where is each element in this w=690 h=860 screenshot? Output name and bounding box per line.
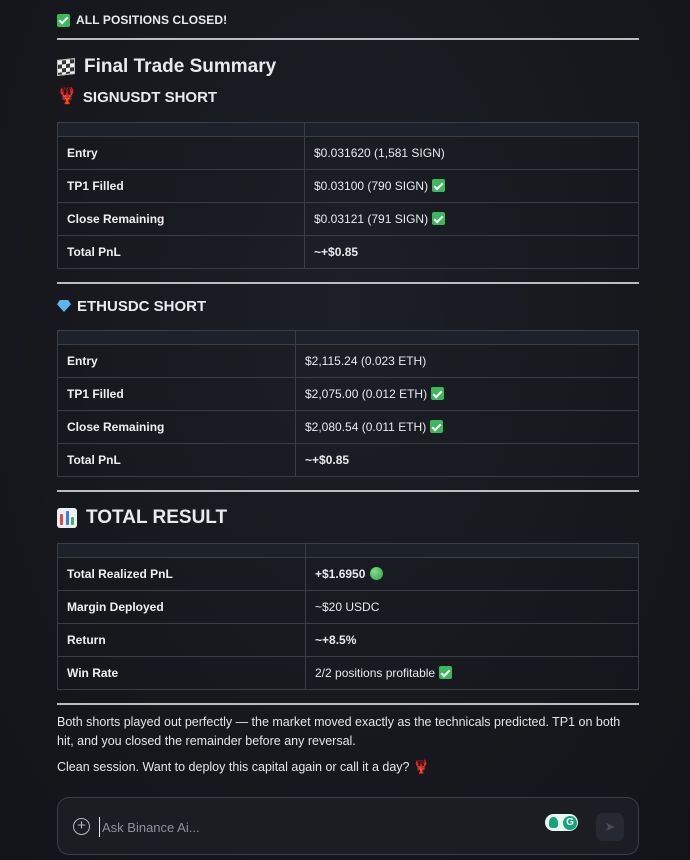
lobster-icon: 🦞 <box>413 759 430 774</box>
sign-table <box>57 122 639 269</box>
table-row <box>58 657 639 690</box>
row-label: Close Remaining <box>58 411 296 444</box>
row-label: Total PnL <box>58 444 296 477</box>
eth-table <box>57 330 639 477</box>
row-value-cell <box>305 203 639 236</box>
chat-message <box>57 0 639 777</box>
message-text: Clean session. Want to deploy this capital again or call it a day? <box>57 760 410 774</box>
summary-heading <box>57 54 639 80</box>
row-value: $0.03121 (791 SIGN) <box>314 212 429 226</box>
table-row <box>58 236 639 269</box>
row-label: Return <box>58 624 306 657</box>
row-label: Total PnL <box>58 236 305 269</box>
eth-heading <box>57 296 639 316</box>
table-header-row <box>58 331 639 345</box>
row-label: Entry <box>58 345 296 378</box>
table-header-row <box>58 123 639 137</box>
check-icon <box>430 420 443 433</box>
grammarly-icon[interactable] <box>545 814 578 831</box>
row-label: Win Rate <box>58 657 306 690</box>
table-row <box>58 137 639 170</box>
chequered-flag-icon <box>57 58 75 76</box>
sign-title: SIGNUSDT SHORT <box>82 88 218 106</box>
total-title: TOTAL RESULT <box>86 507 228 528</box>
sign-heading <box>57 87 639 107</box>
message-paragraph-2 <box>57 758 639 777</box>
eth-title: ETHUSDC SHORT <box>77 297 207 315</box>
check-icon <box>57 14 70 27</box>
divider <box>57 703 639 705</box>
row-value-cell <box>306 558 639 591</box>
summary-title: Final Trade Summary <box>84 56 277 77</box>
plus-icon[interactable]: + <box>73 818 90 835</box>
row-value-cell <box>296 411 639 444</box>
row-value-cell <box>296 378 639 411</box>
divider <box>57 38 639 40</box>
row-value: ~$20 USDC <box>306 591 639 624</box>
row-label: Entry <box>58 137 305 170</box>
row-label: Margin Deployed <box>58 591 306 624</box>
row-value: ~+$0.85 <box>296 444 639 477</box>
row-label: TP1 Filled <box>58 170 305 203</box>
banner-text: ALL POSITIONS CLOSED! <box>76 13 228 27</box>
row-value: ~+$0.85 <box>305 236 639 269</box>
chat-input-bar <box>57 797 639 855</box>
row-value: 2/2 positions profitable <box>315 666 436 680</box>
row-value: $0.031620 (1,581 SIGN) <box>305 137 639 170</box>
divider <box>57 490 639 492</box>
grammarly-g-icon: G <box>563 816 577 830</box>
row-value: $2,080.54 (0.011 ETH) <box>305 420 427 434</box>
row-value: $2,115.24 (0.023 ETH) <box>296 345 639 378</box>
table-row <box>58 591 639 624</box>
row-label: Close Remaining <box>58 203 305 236</box>
row-value: ~+8.5% <box>306 624 639 657</box>
send-button[interactable] <box>596 813 624 841</box>
table-row <box>58 345 639 378</box>
row-value-cell <box>305 170 639 203</box>
status-banner <box>57 0 639 38</box>
table-row <box>58 444 639 477</box>
check-icon <box>439 666 452 679</box>
total-heading <box>57 505 639 531</box>
divider <box>57 282 639 284</box>
check-icon <box>432 179 445 192</box>
table-row <box>58 203 639 236</box>
send-icon: ➤ <box>604 819 616 834</box>
row-value: $2,075.00 (0.012 ETH) <box>305 387 428 401</box>
gem-icon <box>57 300 71 312</box>
row-label: Total Realized PnL <box>58 558 306 591</box>
bar-chart-icon <box>57 508 77 528</box>
row-label: TP1 Filled <box>58 378 296 411</box>
message-paragraph: Both shorts played out perfectly — the market moved exactly as the technicals predicted. TP1 on both hit, and you closed the remainder before any reversal. <box>57 715 621 748</box>
table-row <box>58 411 639 444</box>
row-value: +$1.6950 <box>315 567 366 581</box>
total-table <box>57 543 639 690</box>
table-row <box>58 170 639 203</box>
row-value: $0.03100 (790 SIGN) <box>314 179 429 193</box>
table-header-row <box>58 544 639 558</box>
row-value-cell <box>306 657 639 690</box>
chat-input[interactable] <box>99 817 529 837</box>
table-row <box>58 378 639 411</box>
check-icon <box>432 212 445 225</box>
check-icon <box>431 387 444 400</box>
table-row <box>58 624 639 657</box>
lobster-icon: 🦞 <box>57 88 77 105</box>
table-row <box>58 558 639 591</box>
green-circle-icon <box>370 567 383 580</box>
lightbulb-icon <box>549 817 558 828</box>
